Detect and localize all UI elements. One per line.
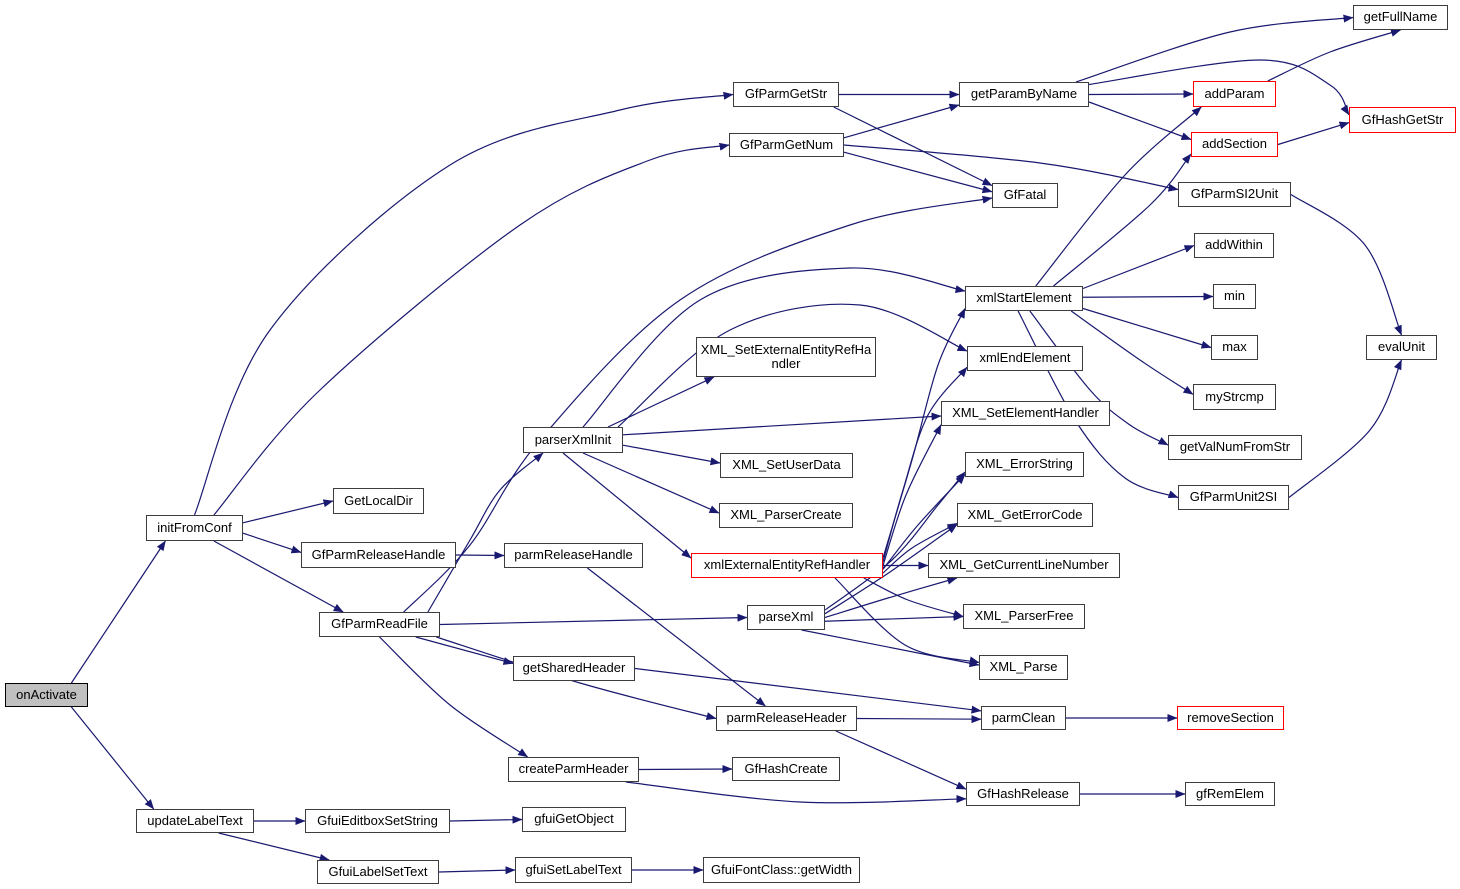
graph-node-XML_SetUserData[interactable]: XML_SetUserData bbox=[720, 453, 853, 478]
edge-xmlStartElement-to-addSection bbox=[1054, 154, 1192, 286]
graph-node-addWithin[interactable]: addWithin bbox=[1194, 233, 1274, 258]
graph-node-GfHashGetStr[interactable]: GfHashGetStr bbox=[1349, 107, 1456, 133]
edge-xmlExternalEntityRefHandler-to-xmlStartElement bbox=[883, 309, 965, 559]
edge-initFromConf-to-GfParmGetNum bbox=[214, 145, 729, 515]
edge-getParamByName-to-addSection bbox=[1089, 102, 1191, 140]
graph-node-GfParmUnit2SI[interactable]: GfParmUnit2SI bbox=[1178, 485, 1289, 510]
edge-getSharedHeader-to-parmClean bbox=[635, 669, 981, 711]
edge-xmlStartElement-to-max bbox=[1083, 309, 1211, 348]
graph-node-GfHashRelease[interactable]: GfHashRelease bbox=[966, 782, 1080, 806]
edge-createParmHeader-to-GfHashCreate bbox=[639, 769, 732, 770]
edge-GfParmReadFile-to-createParmHeader bbox=[380, 637, 528, 757]
graph-node-XML_SetElementHandler[interactable]: XML_SetElementHandler bbox=[941, 401, 1110, 426]
graph-node-parseXml[interactable]: parseXml bbox=[747, 605, 825, 630]
edge-parserXmlInit-to-XML_ParserCreate bbox=[583, 453, 719, 513]
graph-node-GfuiEditboxSetString[interactable]: GfuiEditboxSetString bbox=[305, 809, 450, 833]
graph-node-XML_ParserFree[interactable]: XML_ParserFree bbox=[963, 604, 1085, 629]
edge-addParam-to-getFullName bbox=[1268, 30, 1401, 81]
edge-parseXml-to-XML_ParserFree bbox=[825, 617, 963, 622]
graph-node-max[interactable]: max bbox=[1211, 335, 1258, 360]
graph-node-addSection[interactable]: addSection bbox=[1191, 132, 1278, 157]
edge-GfParmReadFile-to-parserXmlInit bbox=[428, 453, 543, 612]
edge-GfParmReadFile-to-getSharedHeader bbox=[416, 637, 513, 664]
edge-parmReleaseHeader-to-GfHashRelease bbox=[836, 731, 966, 789]
edge-parserXmlInit-to-XML_SetUserData bbox=[623, 445, 720, 463]
graph-node-XML_ErrorString[interactable]: XML_ErrorString bbox=[965, 452, 1084, 477]
graph-node-GfParmSI2Unit[interactable]: GfParmSI2Unit bbox=[1178, 182, 1291, 207]
edge-xmlExternalEntityRefHandler-to-xmlEndElement bbox=[883, 367, 967, 562]
edge-getParamByName-to-addParam bbox=[1089, 94, 1193, 95]
graph-node-GfHashCreate[interactable]: GfHashCreate bbox=[732, 757, 840, 781]
edge-addSection-to-GfHashGetStr bbox=[1278, 123, 1349, 145]
edge-GfParmSI2Unit-to-evalUnit bbox=[1291, 195, 1402, 336]
edge-initFromConf-to-GetLocalDir bbox=[243, 501, 333, 523]
edge-GfParmReadFile-to-GfFatal bbox=[404, 198, 992, 612]
edge-parserXmlInit-to-XML_SetElementHandler bbox=[623, 416, 941, 435]
graph-node-GetLocalDir[interactable]: GetLocalDir bbox=[333, 488, 424, 514]
graph-node-gfRemElem[interactable]: gfRemElem bbox=[1185, 782, 1275, 806]
graph-node-updateLabelText[interactable]: updateLabelText bbox=[136, 809, 254, 833]
graph-node-addParam[interactable]: addParam bbox=[1193, 81, 1276, 107]
graph-node-initFromConf[interactable]: initFromConf bbox=[146, 515, 243, 541]
graph-node-parmReleaseHandle[interactable]: parmReleaseHandle bbox=[504, 543, 643, 568]
edge-xmlExternalEntityRefHandler-to-XML_SetElementHandler bbox=[883, 425, 941, 566]
edge-GfParmReleaseHandle-to-parmReleaseHandle bbox=[456, 555, 504, 556]
graph-node-xmlEndElement[interactable]: xmlEndElement bbox=[967, 346, 1083, 371]
graph-node-myStrcmp[interactable]: myStrcmp bbox=[1193, 384, 1276, 410]
graph-node-GfParmGetNum[interactable]: GfParmGetNum bbox=[729, 133, 844, 157]
graph-node-getValNumFromStr[interactable]: getValNumFromStr bbox=[1168, 435, 1302, 460]
graph-node-XML_GetErrorCode[interactable]: XML_GetErrorCode bbox=[957, 503, 1093, 527]
graph-node-GfuiFontClassGetWidth[interactable]: GfuiFontClass::getWidth bbox=[703, 857, 860, 883]
graph-node-getParamByName[interactable]: getParamByName bbox=[959, 82, 1089, 107]
graph-node-gfuiGetObject[interactable]: gfuiGetObject bbox=[522, 807, 626, 832]
edge-GfuiLabelSetText-to-gfuiSetLabelText bbox=[439, 870, 515, 872]
edge-parmReleaseHandle-to-parmReleaseHeader bbox=[587, 568, 765, 706]
edge-parseXml-to-XML_Parse bbox=[802, 630, 979, 665]
graph-node-xmlStartElement[interactable]: xmlStartElement bbox=[965, 286, 1083, 311]
graph-node-parserXmlInit[interactable]: parserXmlInit bbox=[523, 427, 623, 453]
graph-node-createParmHeader[interactable]: createParmHeader bbox=[508, 757, 639, 782]
graph-node-GfParmReadFile[interactable]: GfParmReadFile bbox=[319, 612, 440, 637]
graph-node-removeSection[interactable]: removeSection bbox=[1177, 706, 1284, 730]
edge-onActivate-to-updateLabelText bbox=[71, 707, 153, 809]
graph-node-gfuiSetLabelText[interactable]: gfuiSetLabelText bbox=[515, 857, 632, 883]
graph-node-GfuiLabelSetText[interactable]: GfuiLabelSetText bbox=[317, 860, 439, 884]
edge-initFromConf-to-GfParmReleaseHandle bbox=[243, 533, 301, 552]
edge-GfParmGetNum-to-GfFatal bbox=[844, 152, 992, 192]
edge-GfuiEditboxSetString-to-gfuiGetObject bbox=[450, 820, 522, 822]
graph-node-parmClean[interactable]: parmClean bbox=[981, 706, 1066, 730]
graph-node-parmReleaseHeader[interactable]: parmReleaseHeader bbox=[716, 706, 857, 731]
graph-node-evalUnit[interactable]: evalUnit bbox=[1366, 335, 1437, 360]
edge-xmlStartElement-to-min bbox=[1083, 297, 1213, 298]
edge-parmReleaseHeader-to-parmClean bbox=[857, 719, 981, 720]
edge-parseXml-to-XML_GetCurrentLineNumber bbox=[825, 578, 957, 618]
edge-xmlStartElement-to-addWithin bbox=[1083, 246, 1194, 289]
graph-node-xmlExternalEntityRefHandler[interactable]: xmlExternalEntityRefHandler bbox=[691, 553, 883, 578]
edge-initFromConf-to-GfParmGetStr bbox=[195, 95, 734, 516]
graph-node-getSharedHeader[interactable]: getSharedHeader bbox=[513, 656, 635, 681]
edge-onActivate-to-initFromConf bbox=[71, 541, 165, 683]
edge-GfParmReadFile-to-parseXml bbox=[440, 618, 747, 625]
edge-xmlExternalEntityRefHandler-to-XML_ParserFree bbox=[864, 578, 963, 617]
graph-node-GfParmReleaseHandle[interactable]: GfParmReleaseHandle bbox=[301, 542, 456, 568]
edge-GfParmUnit2SI-to-evalUnit bbox=[1289, 360, 1402, 498]
graph-node-XML_ParserCreate[interactable]: XML_ParserCreate bbox=[719, 503, 853, 528]
graph-node-min[interactable]: min bbox=[1213, 284, 1256, 309]
graph-node-onActivate[interactable]: onActivate bbox=[5, 683, 88, 707]
graph-node-XML_GetCurrentLineNumber[interactable]: XML_GetCurrentLineNumber bbox=[928, 553, 1120, 578]
graph-node-GfFatal[interactable]: GfFatal bbox=[992, 183, 1058, 208]
graph-node-GfParmGetStr[interactable]: GfParmGetStr bbox=[733, 82, 839, 107]
edge-updateLabelText-to-GfuiLabelSetText bbox=[219, 833, 330, 860]
graph-node-XML_Parse[interactable]: XML_Parse bbox=[979, 655, 1068, 680]
graph-node-getFullName[interactable]: getFullName bbox=[1353, 5, 1448, 30]
graph-node-XML_SetExternalEntityRefHandler[interactable]: XML_SetExternalEntityRefHandler bbox=[696, 337, 876, 377]
edge-createParmHeader-to-GfHashRelease bbox=[626, 782, 966, 803]
edge-GfParmGetNum-to-getParamByName bbox=[844, 105, 959, 138]
